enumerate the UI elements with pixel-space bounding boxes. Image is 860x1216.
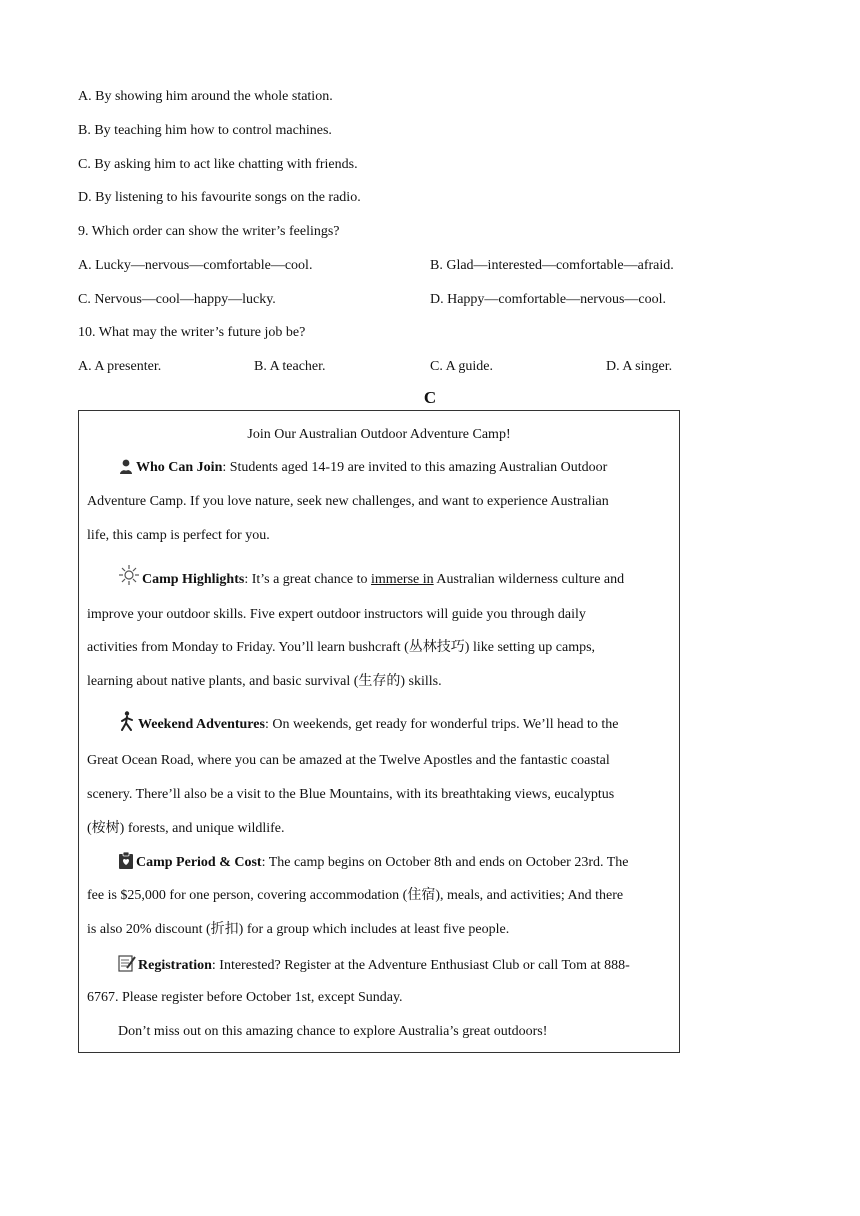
- camp-title: Join Our Australian Outdoor Adventure Camp!: [247, 427, 511, 442]
- note-icon: [118, 954, 136, 979]
- who-can-join-line-3: life, this camp is perfect for you.: [87, 528, 270, 543]
- q9-option-b: B. Glad—interested—comfortable—afraid.: [430, 258, 674, 273]
- registration-line-2: 6767. Please register before October 1st, except Sunday.: [87, 990, 403, 1005]
- weekend-adventures-text: : On weekends, get ready for wonderful trips. We’ll head to the: [264, 717, 619, 732]
- q10-option-d: D. A singer.: [606, 359, 673, 374]
- camp-highlights-line-4: learning about native plants, and basic survival (生存的) skills.: [87, 674, 442, 689]
- camp-highlights-line-2: improve your outdoor skills. Five expert outdoor instructors will guide you through daily: [87, 607, 586, 622]
- camp-period-line-1: [118, 852, 629, 876]
- camp-period-text: : The camp begins on October 8th and ends on October 23rd. The: [261, 855, 629, 870]
- camp-highlights-text-post: Australian wilderness culture and: [433, 572, 625, 587]
- sparkle-icon: [118, 564, 140, 593]
- section-letter: C: [423, 388, 437, 407]
- registration-heading: Registration: [138, 958, 212, 973]
- weekend-adventures-heading: Weekend Adventures: [138, 717, 265, 732]
- camp-highlights-underlined-phrase: immerse in: [371, 572, 434, 587]
- q8-option-b: B. By teaching him how to control machines.: [78, 123, 332, 138]
- camp-highlights-text-pre: : It’s a great chance to: [244, 572, 372, 587]
- weekend-adventures-line-4: (桉树) forests, and unique wildlife.: [87, 821, 285, 836]
- q10-question: 10. What may the writer’s future job be?: [78, 325, 306, 340]
- camp-highlights-line-1: [118, 564, 624, 593]
- q9-option-a: A. Lucky—nervous—comfortable—cool.: [78, 258, 313, 273]
- camp-period-line-2: fee is $25,000 for one person, covering accommodation (住宿), meals, and activities; And there: [87, 888, 624, 903]
- walking-icon: [118, 711, 136, 738]
- q8-option-c: C. By asking him to act like chatting with friends.: [78, 157, 358, 172]
- closing-line: Don’t miss out on this amazing chance to explore Australia’s great outdoors!: [118, 1024, 548, 1039]
- q10-option-a: A. A presenter.: [78, 359, 162, 374]
- q9-question: 9. Which order can show the writer’s feelings?: [78, 224, 340, 239]
- weekend-adventures-line-2: Great Ocean Road, where you can be amazed at the Twelve Apostles and the fantastic coastal: [87, 753, 610, 768]
- camp-period-heading: Camp Period & Cost: [136, 855, 262, 870]
- weekend-adventures-line-3: scenery. There’ll also be a visit to the Blue Mountains, with its breathtaking views, eucalyptus: [87, 787, 615, 802]
- weekend-adventures-line-1: [118, 711, 619, 738]
- q9-option-c: C. Nervous—cool—happy—lucky.: [78, 292, 276, 307]
- camp-highlights-heading: Camp Highlights: [142, 572, 245, 587]
- who-can-join-line-1: [118, 458, 607, 481]
- q9-option-d: D. Happy—comfortable—nervous—cool.: [430, 292, 666, 307]
- q8-option-a: A. By showing him around the whole station.: [78, 89, 333, 104]
- person-icon: [118, 458, 134, 481]
- who-can-join-text: : Students aged 14-19 are invited to this amazing Australian Outdoor: [222, 460, 608, 475]
- camp-period-line-3: is also 20% discount (折扣) for a group which includes at least five people.: [87, 922, 510, 937]
- registration-line-1: [118, 954, 630, 979]
- registration-text: : Interested? Register at the Adventure Enthusiast Club or call Tom at 888-: [211, 958, 630, 973]
- camp-advertisement-box: [78, 410, 680, 1053]
- camp-highlights-line-3: activities from Monday to Friday. You’ll learn bushcraft (丛林技巧) like setting up camps,: [87, 640, 596, 655]
- q10-option-b: B. A teacher.: [254, 359, 326, 374]
- q10-option-c: C. A guide.: [430, 359, 494, 374]
- clipboard-icon: [118, 852, 134, 876]
- q8-option-d: D. By listening to his favourite songs on the radio.: [78, 190, 361, 205]
- who-can-join-heading: Who Can Join: [136, 460, 223, 475]
- who-can-join-line-2: Adventure Camp. If you love nature, seek new challenges, and want to experience Australian: [87, 494, 609, 509]
